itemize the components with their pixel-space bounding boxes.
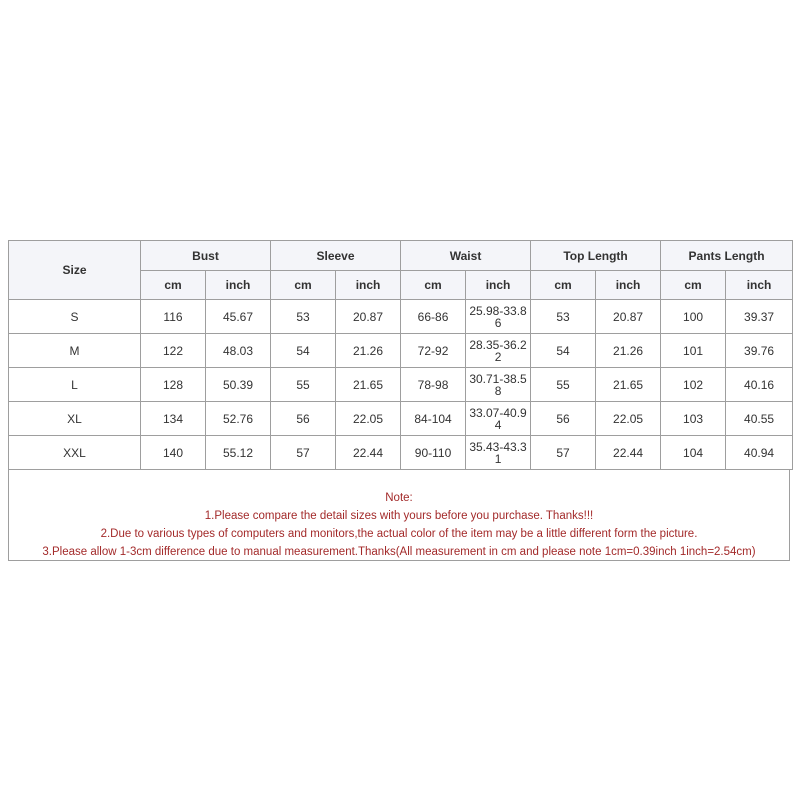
table-cell: 54 xyxy=(531,334,596,368)
size-chart xyxy=(8,240,792,561)
table-cell: 22.05 xyxy=(596,402,661,436)
group-header-row xyxy=(9,241,793,271)
table-cell: 48.03 xyxy=(206,334,271,368)
size-column-header: Size xyxy=(9,241,141,300)
unit-header: inch xyxy=(726,271,793,300)
table-cell: 116 xyxy=(141,300,206,334)
table-row xyxy=(9,436,793,470)
table-cell: 66-86 xyxy=(401,300,466,334)
table-cell: 128 xyxy=(141,368,206,402)
table-cell: 90-110 xyxy=(401,436,466,470)
unit-header: cm xyxy=(531,271,596,300)
table-cell: 21.65 xyxy=(336,368,401,402)
size-label: M xyxy=(9,334,141,368)
table-cell: 53 xyxy=(271,300,336,334)
table-row xyxy=(9,402,793,436)
table-cell: 134 xyxy=(141,402,206,436)
table-cell: 52.76 xyxy=(206,402,271,436)
group-header-pants-length: Pants Length xyxy=(661,241,793,271)
table-cell: 39.37 xyxy=(726,300,793,334)
table-cell: 21.26 xyxy=(336,334,401,368)
group-header-bust: Bust xyxy=(141,241,271,271)
table-cell: 20.87 xyxy=(596,300,661,334)
table-cell: 20.87 xyxy=(336,300,401,334)
unit-header: cm xyxy=(401,271,466,300)
table-cell: 40.16 xyxy=(726,368,793,402)
group-header-waist: Waist xyxy=(401,241,531,271)
table-cell: 55 xyxy=(531,368,596,402)
size-label: S xyxy=(9,300,141,334)
table-cell: 57 xyxy=(271,436,336,470)
table-cell: 22.05 xyxy=(336,402,401,436)
table-cell: 21.26 xyxy=(596,334,661,368)
table-cell: 102 xyxy=(661,368,726,402)
table-cell: 78-98 xyxy=(401,368,466,402)
note-line: 1.Please compare the detail sizes with yours before you purchase. Thanks!!! xyxy=(204,510,594,522)
size-label: L xyxy=(9,368,141,402)
table-cell: 22.44 xyxy=(596,436,661,470)
table-row xyxy=(9,334,793,368)
note-line: 3.Please allow 1-3cm difference due to manual measurement.Thanks(All measurement in cm and please note 1cm=0.39inch 1inch=2.54cm) xyxy=(42,546,756,558)
table-row xyxy=(9,300,793,334)
group-header-top-length: Top Length xyxy=(531,241,661,271)
table-cell: 56 xyxy=(271,402,336,436)
table-cell: 22.44 xyxy=(336,436,401,470)
table-cell: 100 xyxy=(661,300,726,334)
unit-header: cm xyxy=(141,271,206,300)
table-cell: 28.35-36.22 xyxy=(466,334,531,368)
table-cell: 25.98-33.86 xyxy=(466,300,531,334)
table-cell: 33.07-40.94 xyxy=(466,402,531,436)
table-cell: 40.94 xyxy=(726,436,793,470)
unit-header: inch xyxy=(206,271,271,300)
table-cell: 39.76 xyxy=(726,334,793,368)
note-line: 2.Due to various types of computers and monitors,the actual color of the item may be a little different form the picture. xyxy=(100,528,698,540)
notes-panel xyxy=(8,470,790,561)
size-table xyxy=(8,240,793,470)
table-cell: 55.12 xyxy=(206,436,271,470)
table-cell: 35.43-43.31 xyxy=(466,436,531,470)
table-row xyxy=(9,368,793,402)
table-cell: 140 xyxy=(141,436,206,470)
table-cell: 40.55 xyxy=(726,402,793,436)
table-cell: 53 xyxy=(531,300,596,334)
table-cell: 57 xyxy=(531,436,596,470)
table-cell: 21.65 xyxy=(596,368,661,402)
size-label: XXL xyxy=(9,436,141,470)
table-cell: 56 xyxy=(531,402,596,436)
size-label: XL xyxy=(9,402,141,436)
unit-header: inch xyxy=(466,271,531,300)
notes-title: Note: xyxy=(385,492,413,504)
table-cell: 45.67 xyxy=(206,300,271,334)
unit-header: cm xyxy=(661,271,726,300)
table-cell: 101 xyxy=(661,334,726,368)
table-cell: 84-104 xyxy=(401,402,466,436)
table-cell: 54 xyxy=(271,334,336,368)
table-cell: 72-92 xyxy=(401,334,466,368)
group-header-sleeve: Sleeve xyxy=(271,241,401,271)
table-cell: 103 xyxy=(661,402,726,436)
table-cell: 30.71-38.58 xyxy=(466,368,531,402)
unit-header: inch xyxy=(596,271,661,300)
unit-header: inch xyxy=(336,271,401,300)
table-cell: 55 xyxy=(271,368,336,402)
table-cell: 104 xyxy=(661,436,726,470)
unit-header: cm xyxy=(271,271,336,300)
table-cell: 50.39 xyxy=(206,368,271,402)
table-cell: 122 xyxy=(141,334,206,368)
